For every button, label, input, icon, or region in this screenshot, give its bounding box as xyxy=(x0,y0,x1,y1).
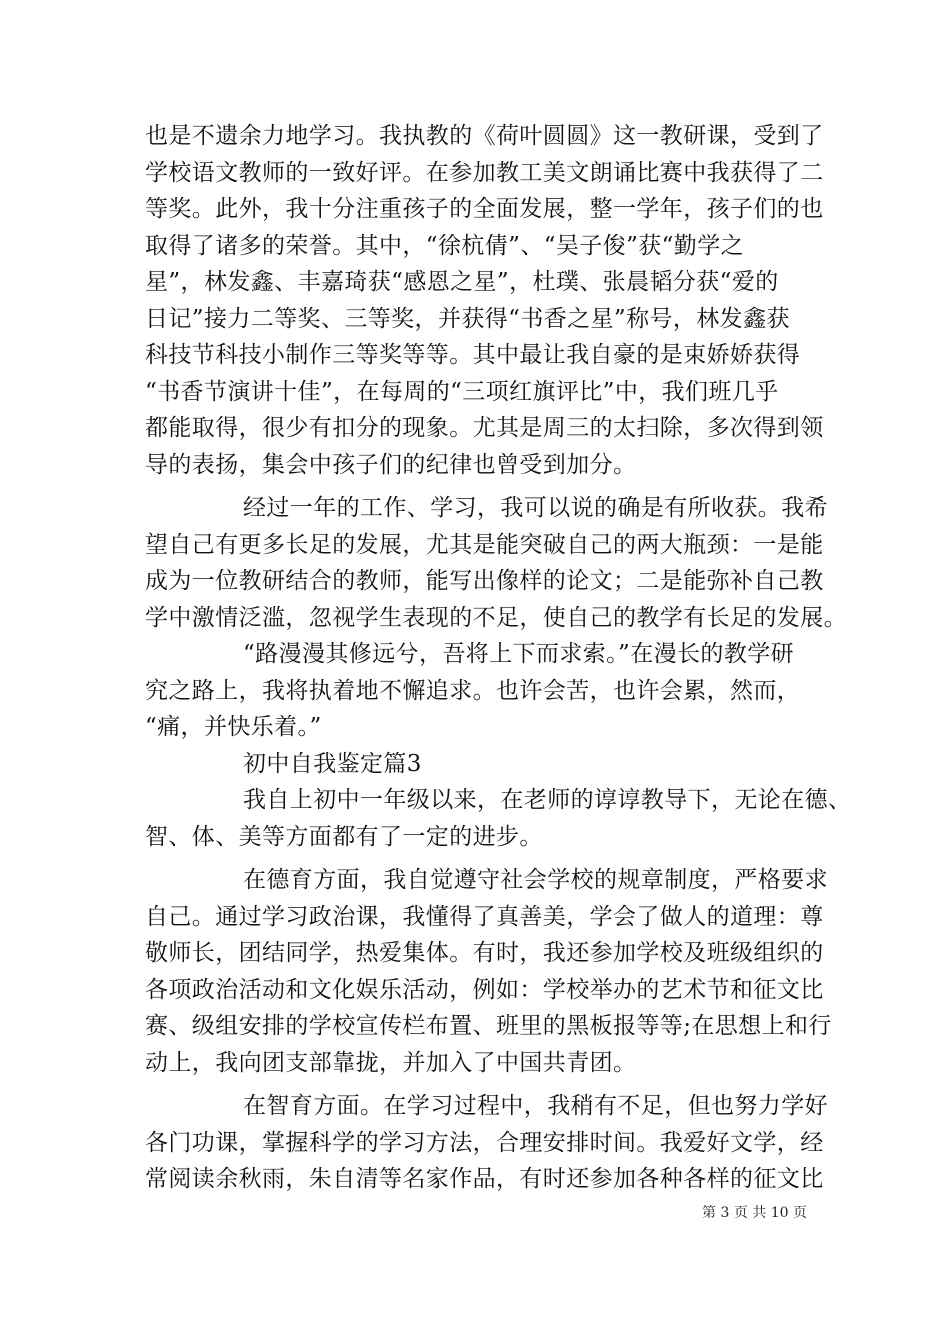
text-line: “痛，并快乐着。” xyxy=(145,714,322,740)
document-body xyxy=(145,118,852,1198)
text-line: 都能取得，很少有扣分的现象。尤其是周三的太扫除，多次得到领 xyxy=(145,415,824,441)
page-number: 第 3 页 共 10 页 xyxy=(702,1205,807,1221)
text-line: 日记”接力二等奖、三等奖，并获得“书香之星”称号，林发鑫获 xyxy=(145,305,790,332)
paragraph xyxy=(145,490,847,636)
paragraph xyxy=(145,862,835,1081)
text-line: 在智育方面。在学习过程中，我稍有不足，但也努力学好 xyxy=(243,1093,828,1119)
paragraph xyxy=(145,1088,835,1198)
text-line: 各项政治活动和文化娱乐活动，例如：学校举办的艺术节和征文比 xyxy=(145,976,824,1003)
text-line: 初中自我鉴定篇3 xyxy=(243,750,422,777)
text-line: 经过一年的工作、学习，我可以说的确是有所收获。我希 xyxy=(243,495,828,521)
text-line: 赛、级组安排的学校宣传栏布置、班里的黑板报等等;在思想上和行 xyxy=(145,1013,832,1039)
paragraph xyxy=(145,118,835,483)
text-line: 望自己有更多长足的发展，尤其是能突破自己的两大瓶颈：一是能 xyxy=(145,531,824,558)
text-line: 学中激情泛滥，忽视学生表现的不足，使自己的教学有长足的发展。 xyxy=(145,604,847,631)
text-line: 导的表扬，集会中孩子们的纪律也曾受到加分。 xyxy=(145,451,637,478)
text-line: 各门功课，掌握科学的学习方法，合理安排时间。我爱好文学，经 xyxy=(145,1129,824,1156)
paragraph xyxy=(145,782,852,855)
text-line: 学校语文教师的一致好评。在参加教工美文朗诵比赛中我获得了二 xyxy=(145,159,824,186)
text-line: “路漫漫其修远兮，吾将上下而求索。”在漫长的教学研 xyxy=(243,641,795,667)
text-line: 智、体、美等方面都有了一定的进步。 xyxy=(145,823,543,850)
text-line: 自己。通过学习政治课，我懂得了真善美，学会了做人的道理：尊 xyxy=(145,903,824,930)
text-line: 在德育方面，我自觉遵守社会学校的规章制度，严格要求 xyxy=(243,867,828,893)
text-line: 等奖。此外，我十分注重孩子的全面发展，整一学年，孩子们的也 xyxy=(145,196,824,222)
text-line: “书香节演讲十佳”，在每周的“三项红旗评比”中，我们班几乎 xyxy=(145,378,779,405)
text-line: 取得了诸多的荣誉。其中，“徐杭倩”、“吴子俊”获“勤学之 xyxy=(145,232,744,259)
text-line: 敬师长，团结同学，热爱集体。有时，我还参加学校及班级组织的 xyxy=(145,940,824,966)
text-line: 星”，林发鑫、丰嘉琦获“感恩之星”，杜璞、张晨韬分获“爱的 xyxy=(145,269,779,295)
text-line: 科技节科技小制作三等奖等等。其中最让我自豪的是束娇娇获得 xyxy=(145,342,801,368)
section-heading xyxy=(145,746,835,783)
text-line: 常阅读余秋雨，朱自清等名家作品，有时还参加各种各样的征文比 xyxy=(145,1166,824,1192)
text-line: 成为一位教研结合的教师，能写出像样的论文；二是能弥补自己教 xyxy=(145,568,824,594)
paragraph xyxy=(145,636,835,746)
text-line: 动上，我向团支部靠拢，并加入了中国共青团。 xyxy=(145,1049,637,1076)
text-line: 我自上初中一年级以来，在老师的谆谆教导下，无论在德、 xyxy=(243,787,852,813)
text-line: 究之路上，我将执着地不懈追求。也许会苦，也许会累，然而， xyxy=(145,677,801,704)
text-line: 也是不遗余力地学习。我执教的《荷叶圆圆》这一教研课，受到了 xyxy=(145,123,824,149)
